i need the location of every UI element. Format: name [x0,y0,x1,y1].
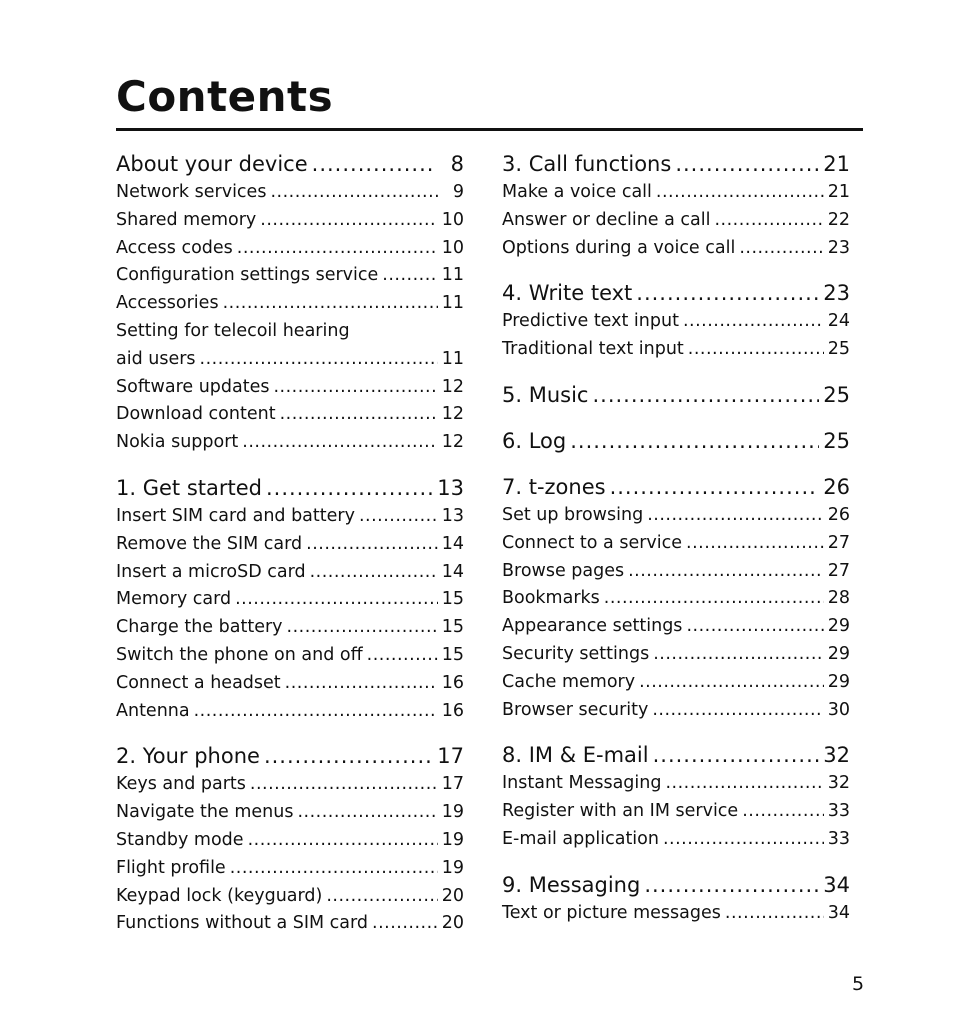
dot-leader [359,506,438,526]
entry-title: Configuration settings service [116,265,379,286]
toc-entry[interactable] [116,432,464,460]
toc-entry[interactable] [116,349,464,377]
toc-entry[interactable] [502,339,850,367]
page-ref: 17 [441,774,464,795]
toc-entry[interactable] [502,829,850,857]
dot-leader [742,801,824,821]
entry-title: Antenna [116,700,190,721]
page-ref: 28 [827,588,850,609]
page-ref: 15 [441,644,464,665]
entry-title: Software updates [116,376,270,397]
page-ref: 30 [827,699,850,720]
dot-leader [604,588,824,608]
dot-leader [592,383,819,407]
toc-entry[interactable] [116,404,464,432]
page-ref: 20 [441,913,464,934]
dot-leader [725,903,824,923]
section-title: About your device [116,152,308,176]
dot-leader [306,534,438,554]
entry-title: Connect to a service [502,532,683,553]
toc-entry[interactable] [502,616,850,644]
page-ref: 11 [441,348,464,369]
entry-title: Insert SIM card and battery [116,505,355,526]
page-ref: 32 [827,773,850,794]
dot-leader [665,773,823,793]
page-ref: 33 [827,801,850,822]
page-ref: 33 [827,828,850,849]
page-ref: 25 [823,382,850,407]
dot-leader [297,802,437,822]
page-ref: 20 [441,885,464,906]
toc-entry[interactable] [116,589,464,617]
dot-leader [610,475,820,499]
page-ref: 29 [827,671,850,692]
toc-section-heading[interactable] [502,475,850,505]
section-title: 3. Call functions [502,152,672,176]
toc-entry-first-line [116,321,464,349]
dot-leader [675,152,819,176]
toc-section-heading[interactable] [502,152,850,182]
page-title: Contents [116,72,334,121]
entry-title: Make a voice call [502,182,652,202]
toc-entry[interactable] [116,534,464,562]
dot-leader [326,886,437,906]
entry-title: Shared memory [116,209,257,230]
dot-leader [230,858,438,878]
toc-entry[interactable] [502,801,850,829]
toc-entry[interactable] [502,644,850,672]
toc-entry[interactable] [116,645,464,673]
toc-entry[interactable] [116,210,464,238]
toc-section [502,383,850,413]
entry-title: Appearance settings [502,616,683,637]
page-ref: 15 [441,589,464,610]
toc-entry[interactable] [116,562,464,590]
toc-entry[interactable] [116,913,464,941]
title-rule [116,128,863,131]
toc-entry[interactable] [502,311,850,339]
dot-leader [639,672,824,692]
page-ref: 32 [823,743,850,768]
dot-leader [264,744,433,768]
page-ref: 34 [827,902,850,923]
page-ref: 11 [441,265,464,286]
page-ref: 17 [437,744,464,769]
toc-section [116,152,464,460]
section-title: 7. t-zones [502,474,606,499]
toc-entry[interactable] [116,182,464,210]
toc-section-heading[interactable] [116,152,464,182]
entry-title: Security settings [502,643,650,664]
page-ref: 13 [437,475,464,500]
dot-leader [273,377,437,397]
entry-title: Options during a voice call [502,237,736,258]
toc-section [502,873,850,931]
dot-leader [686,616,823,636]
entry-title: Network services [116,182,267,202]
page-ref: 34 [823,872,850,897]
dot-leader [250,774,438,794]
page-ref: 29 [827,616,850,637]
entry-title: Text or picture messages [502,902,721,923]
dot-leader [287,617,438,637]
page-ref: 19 [441,829,464,850]
entry-title: Answer or decline a call [502,209,711,230]
page-ref: 22 [827,209,850,230]
dot-leader [285,673,438,693]
entry-title: Access codes [116,237,233,258]
dot-leader [652,700,823,720]
dot-leader [628,561,824,581]
toc-entry[interactable] [502,238,850,266]
page-ref: 14 [441,561,464,582]
dot-leader [636,281,819,305]
toc-left-column [116,152,464,957]
entry-title: Switch the phone on and off [116,644,363,665]
entry-title: Browse pages [502,560,625,581]
page-ref: 21 [823,152,850,176]
toc-entry[interactable] [116,293,464,321]
toc-section-heading[interactable] [116,476,464,506]
entry-title: Flight profile [116,857,226,878]
entry-title: Predictive text input [502,311,679,332]
entry-title: Keys and parts [116,774,246,795]
toc-section-heading[interactable] [116,744,464,774]
entry-title: Functions without a SIM card [116,913,369,934]
page-ref: 27 [827,532,850,553]
dot-leader [656,182,824,202]
toc-entry[interactable] [116,830,464,858]
dot-leader [235,589,438,609]
toc-entry[interactable] [116,886,464,914]
toc-entry[interactable] [502,561,850,589]
page-ref: 8 [450,152,464,176]
toc-entry[interactable] [116,617,464,645]
page-ref: 16 [441,672,464,693]
dot-leader [653,644,824,664]
dot-leader [686,533,824,553]
dot-leader [237,238,438,258]
page-ref: 10 [441,209,464,230]
toc-entry[interactable] [116,802,464,830]
entry-title: Insert a microSD card [116,561,306,582]
page-ref: 12 [441,432,464,453]
section-title: 8. IM & E-mail [502,743,649,768]
page-ref: 29 [827,643,850,664]
toc-section-heading[interactable] [502,383,850,413]
toc-section-heading[interactable] [502,429,850,459]
dot-leader [647,505,824,525]
section-title: 2. Your phone [116,744,260,769]
toc-section [502,152,850,265]
entry-title: Setting for telecoil hearing [116,320,350,341]
page-ref: 11 [441,293,464,314]
dot-leader [372,913,438,933]
entry-title: Navigate the menus [116,802,294,823]
dot-leader [570,429,819,453]
toc-entry[interactable] [116,858,464,886]
page-ref: 25 [823,428,850,453]
page-ref: 14 [441,533,464,554]
toc-entry[interactable] [502,903,850,931]
entry-title: aid users [116,348,196,369]
entry-title: Cache memory [502,671,636,692]
toc-entry[interactable] [502,672,850,700]
dot-leader [312,152,434,176]
toc-entry[interactable] [116,673,464,701]
entry-title: Remove the SIM card [116,533,303,554]
dot-leader [653,743,820,767]
toc-entry[interactable] [116,238,464,266]
page-number: 5 [852,973,865,995]
page-ref: 12 [441,404,464,425]
section-title: 6. Log [502,428,567,453]
page-ref: 15 [441,617,464,638]
page-ref: 25 [827,339,850,360]
entry-title: Memory card [116,589,232,610]
section-title: 5. Music [502,382,589,407]
entry-title: Browser security [502,699,649,720]
entry-title: Register with an IM service [502,801,739,822]
entry-title: E-mail application [502,828,659,849]
toc-section-heading[interactable] [502,873,850,903]
entry-title: Instant Messaging [502,773,662,794]
dot-leader [266,476,433,500]
page-ref: 23 [827,237,850,258]
dot-leader [260,210,437,230]
toc-section-heading[interactable] [502,743,850,773]
section-title: 4. Write text [502,281,633,306]
toc-entry[interactable] [116,377,464,405]
section-title: 1. Get started [116,475,262,500]
page-ref: 26 [827,504,850,525]
dot-leader [280,404,438,424]
toc-section [502,475,850,727]
entry-title: Download content [116,404,276,425]
dot-leader [714,210,823,230]
toc-section [116,744,464,941]
page-ref: 23 [823,281,850,306]
toc-entry[interactable] [502,588,850,616]
dot-leader [310,562,438,582]
entry-title: Bookmarks [502,588,600,609]
toc-entry[interactable] [502,210,850,238]
page-ref: 27 [827,560,850,581]
entry-title: Set up browsing [502,504,644,525]
dot-leader [739,238,823,258]
page-ref: 10 [441,237,464,258]
toc-section [116,476,464,728]
toc-entry[interactable] [116,774,464,802]
toc-entry[interactable] [116,506,464,534]
entry-title: Standby mode [116,829,244,850]
toc-section [502,743,850,856]
dot-leader [663,829,824,849]
toc-section [502,429,850,459]
entry-title: Traditional text input [502,339,684,360]
page-ref: 13 [441,505,464,526]
dot-leader [382,265,437,285]
entry-title: Accessories [116,293,219,314]
toc-section [502,281,850,367]
entry-title: Charge the battery [116,617,283,638]
entry-title: Keypad lock (keyguard) [116,885,323,906]
entry-title: Connect a headset [116,672,281,693]
toc-entry[interactable] [116,701,464,729]
toc-entry[interactable] [116,265,464,293]
dot-leader [200,349,438,369]
dot-leader [194,701,438,721]
page-ref: 26 [823,474,850,499]
dot-leader [367,645,438,665]
entry-title: Nokia support [116,432,239,453]
toc-entry[interactable] [502,700,850,728]
page-ref: 19 [441,802,464,823]
page-ref: 21 [827,182,850,202]
page-ref: 12 [441,376,464,397]
dot-leader [644,873,819,897]
toc-entry[interactable] [502,533,850,561]
dot-leader [248,830,438,850]
dot-leader [242,432,437,452]
toc-right-column [502,152,850,947]
dot-leader [688,339,824,359]
page-ref: 19 [441,857,464,878]
dot-leader [223,293,438,313]
section-title: 9. Messaging [502,872,641,897]
page-ref: 24 [827,311,850,332]
toc-section-heading[interactable] [502,281,850,311]
toc-entry[interactable] [502,773,850,801]
page-ref: 9 [452,182,464,202]
page-ref: 16 [441,700,464,721]
toc-entry[interactable] [502,182,850,210]
dot-leader [270,182,438,202]
dot-leader [683,311,824,331]
toc-entry[interactable] [502,505,850,533]
